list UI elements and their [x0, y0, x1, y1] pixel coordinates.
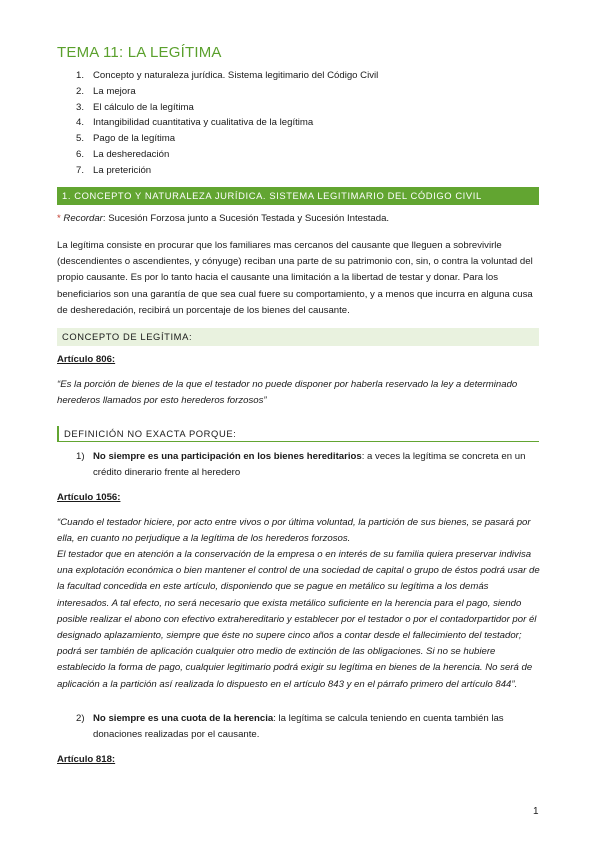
toc-item[interactable]: [76, 84, 378, 100]
article-1056-quote-p1: “Cuando el testador hiciere, por acto entre vivos o por última voluntad, la partición de sus bienes, se pasará por ella, en cuanto no perjudique a la legítima de los herederos forzosos.: [57, 517, 531, 545]
toc-item-label: Intangibilidad cuantitativa y cualitativa de la legítima: [93, 117, 314, 129]
toc-item[interactable]: [76, 100, 378, 116]
toc-item[interactable]: [76, 131, 378, 147]
item-1-number: 1): [76, 451, 85, 462]
note-text: : Sucesión Forzosa junto a Sucesión Testada y Sucesión Intestada.: [102, 213, 390, 224]
toc-item-label: Pago de la legítima: [93, 133, 176, 145]
toc-item-number: 4.: [76, 117, 85, 129]
article-806-link[interactable]: Artículo 806:: [57, 354, 116, 365]
page-number: 1: [533, 806, 539, 817]
definicion-item-1: [76, 449, 540, 481]
section-heading-1: 1. CONCEPTO Y NATURALEZA JURÍDICA. SISTEMA LEGITIMARIO DEL CÓDIGO CIVIL: [57, 187, 539, 205]
toc-item-label: El cálculo de la legítima: [93, 101, 194, 113]
toc-item-number: 3.: [76, 101, 85, 113]
recordar-note: [57, 211, 541, 227]
toc-item-number: 2.: [76, 85, 85, 97]
intro-paragraph: La legítima consiste en procurar que los familiares mas cercanos del causante que lleguen a sobrevivirle (descendientes o ascendientes, y cónyuge) reciban una parte de su patrimonio con, sin, o contra la voluntad del propio causante. Es por lo tanto hacia el causante una limitación a la libertad de testar y donar. Para los beneficiarios son una garantía de que sea cual fuere su comportamiento, y a menos que incurra en alguna cusa de desheredación, recibirá un porcentaje de los bienes del causante.: [57, 240, 533, 316]
toc-item[interactable]: [76, 147, 378, 163]
toc-item-number: 7.: [76, 164, 85, 176]
article-806-quote: “Es la porción de bienes de la que el testador no puede disponer por haberla reservado la ley a determinado herederos llamados por esto herederos forzosos”: [57, 379, 518, 407]
concepto-heading: CONCEPTO DE LEGÍTIMA:: [57, 328, 539, 346]
toc-item-number: 6.: [76, 148, 85, 160]
article-818-link[interactable]: Artículo 818:: [57, 754, 116, 765]
page-title: TEMA 11: LA LEGÍTIMA: [57, 44, 222, 61]
note-star: *: [57, 213, 61, 224]
toc-item-label: La desheredación: [93, 148, 170, 160]
toc-item[interactable]: [76, 68, 378, 84]
toc-item-number: 1.: [76, 70, 85, 81]
table-of-contents: [76, 68, 378, 179]
definicion-heading: DEFINICIÓN NO EXACTA PORQUE:: [57, 426, 539, 442]
toc-item[interactable]: [76, 115, 378, 131]
note-label: Recordar: [63, 213, 103, 224]
toc-item-label: La preterición: [93, 164, 152, 176]
item-1-text: : a veces la legítima se concreta en un crédito dinerario frente al heredero: [93, 451, 526, 478]
item-2-number: 2): [76, 713, 85, 724]
toc-item-label: La mejora: [93, 85, 136, 97]
article-1056-link[interactable]: Artículo 1056:: [57, 492, 121, 503]
item-1-bold: No siempre es una participación en los bienes hereditarios: [93, 451, 362, 462]
item-2-bold: No siempre es una cuota de la herencia: [93, 713, 274, 724]
item-2-text: : la legítima se calcula teniendo en cuenta también las donaciones realizadas por el causante.: [93, 713, 504, 740]
toc-item-label: Concepto y naturaleza jurídica. Sistema legitimario del Código Civil: [93, 70, 379, 81]
toc-item-number: 5.: [76, 133, 85, 145]
article-1056-quote-p2: El testador que en atención a la conservación de la empresa o en interés de su familia quiera preservar indivisa una explotación económica o bien mantener el control de una sociedad de capital o grupo de éstos podrá usar de la facultad concedida en este artículo, disponiendo que se pague en metálico su legítima a los demás interesados. A tal efecto, no será necesario que exista metálico suficiente en la herencia para el pago, siendo posible realizar el abono con efectivo extrahereditario y establecer por el testador o por el contadorpartidor por él designado aplazamiento, siempre que éste no supere cinco años a contar desde el fallecimiento del testador; podrá ser también de aplicación cualquier otro medio de extinción de las obligaciones. Si no se hubiere establecido la forma de pago, cualquier legitimario podrá exigir su legítima en bienes de la herencia. No será de aplicación a la partición así realizada lo dispuesto en el artículo 843 y en el párrafo primero del artículo 844”.: [57, 549, 540, 690]
toc-item[interactable]: [76, 163, 378, 179]
definicion-item-2: [76, 711, 540, 743]
